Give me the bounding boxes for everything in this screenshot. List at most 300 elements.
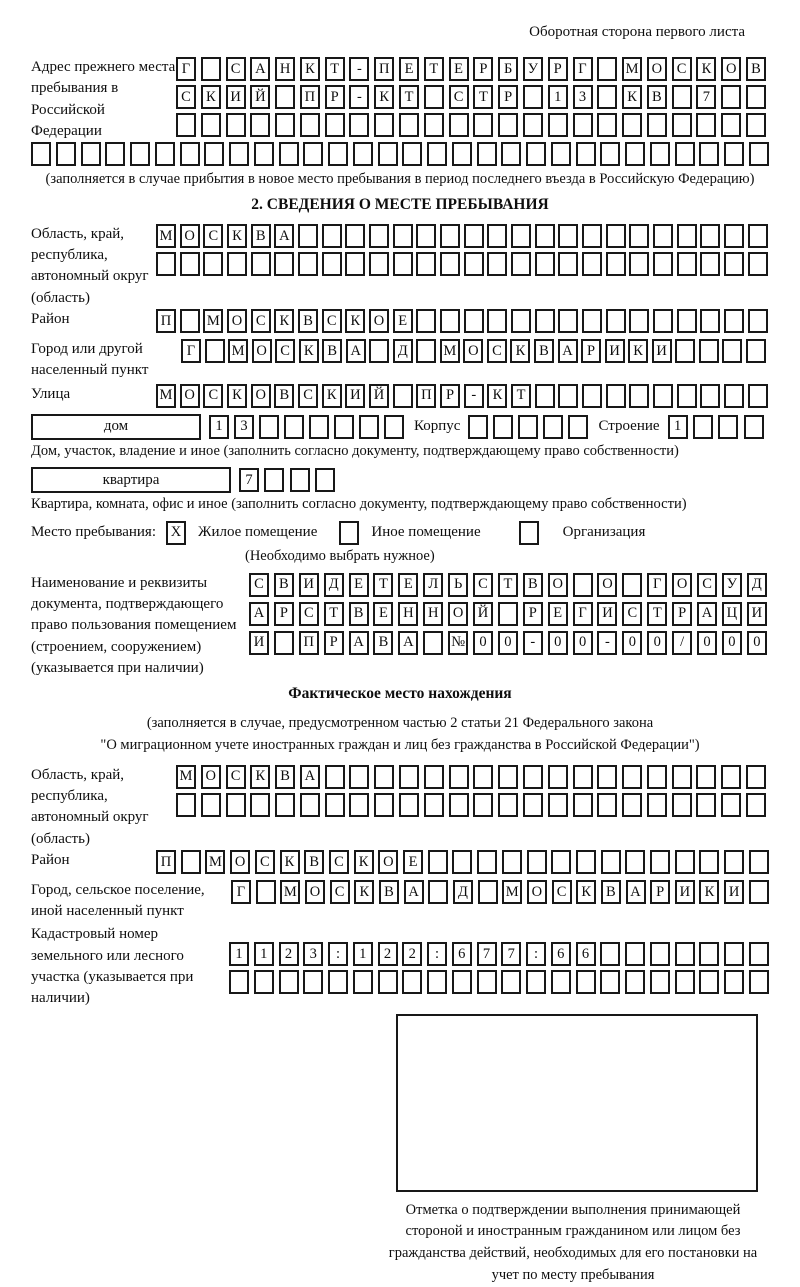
- char-box[interactable]: :: [526, 942, 546, 966]
- char-box[interactable]: [275, 793, 295, 817]
- char-box[interactable]: К: [487, 384, 507, 408]
- char-box[interactable]: [205, 339, 225, 363]
- char-box[interactable]: 0: [622, 631, 642, 655]
- char-box[interactable]: [675, 970, 695, 994]
- char-box[interactable]: [724, 850, 744, 874]
- char-box[interactable]: М: [280, 880, 300, 904]
- char-box[interactable]: [672, 113, 692, 137]
- char-box[interactable]: [568, 415, 588, 439]
- char-box[interactable]: 7: [696, 85, 716, 109]
- char-box[interactable]: [251, 252, 271, 276]
- char-box[interactable]: О: [463, 339, 483, 363]
- char-box[interactable]: [399, 113, 419, 137]
- char-box[interactable]: [573, 113, 593, 137]
- char-box[interactable]: 0: [722, 631, 742, 655]
- char-box[interactable]: [176, 793, 196, 817]
- char-box[interactable]: И: [605, 339, 625, 363]
- char-box[interactable]: 0: [498, 631, 518, 655]
- char-box[interactable]: С: [251, 309, 271, 333]
- char-box[interactable]: [675, 142, 695, 166]
- char-box[interactable]: [551, 970, 571, 994]
- char-box[interactable]: [675, 942, 695, 966]
- char-box[interactable]: :: [328, 942, 348, 966]
- char-box[interactable]: [203, 252, 223, 276]
- char-box[interactable]: 0: [747, 631, 767, 655]
- char-box[interactable]: О: [180, 224, 200, 248]
- char-box[interactable]: М: [622, 57, 642, 81]
- char-box[interactable]: 3: [573, 85, 593, 109]
- char-box[interactable]: Г: [573, 57, 593, 81]
- char-box[interactable]: О: [548, 573, 568, 597]
- char-box[interactable]: №: [448, 631, 468, 655]
- char-box[interactable]: [647, 765, 667, 789]
- char-box[interactable]: А: [697, 602, 717, 626]
- char-box[interactable]: С: [473, 573, 493, 597]
- char-box[interactable]: [300, 793, 320, 817]
- char-box[interactable]: [543, 415, 563, 439]
- char-box[interactable]: [677, 384, 697, 408]
- char-box[interactable]: [582, 384, 602, 408]
- char-box[interactable]: [724, 970, 744, 994]
- char-box[interactable]: [399, 793, 419, 817]
- char-box[interactable]: [502, 850, 522, 874]
- char-box[interactable]: [718, 415, 738, 439]
- char-box[interactable]: В: [322, 339, 342, 363]
- char-box[interactable]: В: [275, 765, 295, 789]
- char-box[interactable]: П: [156, 850, 176, 874]
- char-box[interactable]: 2: [378, 942, 398, 966]
- char-box[interactable]: Н: [423, 602, 443, 626]
- char-box[interactable]: [176, 113, 196, 137]
- char-box[interactable]: [201, 113, 221, 137]
- char-box[interactable]: [696, 113, 716, 137]
- char-box[interactable]: К: [696, 57, 716, 81]
- char-box[interactable]: Л: [423, 573, 443, 597]
- char-box[interactable]: [748, 384, 768, 408]
- char-box[interactable]: Н: [275, 57, 295, 81]
- char-box[interactable]: Г: [231, 880, 251, 904]
- char-box[interactable]: [699, 970, 719, 994]
- checkbox-other-premises[interactable]: [339, 521, 359, 545]
- char-box[interactable]: [629, 252, 649, 276]
- char-box[interactable]: И: [226, 85, 246, 109]
- char-box[interactable]: [254, 970, 274, 994]
- char-box[interactable]: Д: [393, 339, 413, 363]
- char-box[interactable]: О: [180, 384, 200, 408]
- char-box[interactable]: [487, 252, 507, 276]
- char-box[interactable]: С: [330, 880, 350, 904]
- char-box[interactable]: [526, 970, 546, 994]
- char-box[interactable]: В: [349, 602, 369, 626]
- char-box[interactable]: [349, 113, 369, 137]
- char-box[interactable]: С: [176, 85, 196, 109]
- char-box[interactable]: [622, 573, 642, 597]
- char-box[interactable]: [672, 765, 692, 789]
- char-box[interactable]: Т: [373, 573, 393, 597]
- char-box[interactable]: И: [597, 602, 617, 626]
- char-box[interactable]: [700, 384, 720, 408]
- char-box[interactable]: [629, 224, 649, 248]
- char-box[interactable]: Е: [373, 602, 393, 626]
- char-box[interactable]: К: [300, 57, 320, 81]
- char-box[interactable]: С: [697, 573, 717, 597]
- char-box[interactable]: [699, 339, 719, 363]
- char-box[interactable]: [493, 415, 513, 439]
- char-box[interactable]: -: [597, 631, 617, 655]
- char-box[interactable]: 0: [647, 631, 667, 655]
- char-box[interactable]: [322, 224, 342, 248]
- char-box[interactable]: [677, 309, 697, 333]
- char-box[interactable]: [558, 224, 578, 248]
- char-box[interactable]: [600, 970, 620, 994]
- char-box[interactable]: [576, 850, 596, 874]
- char-box[interactable]: [374, 765, 394, 789]
- char-box[interactable]: [226, 113, 246, 137]
- char-box[interactable]: [606, 252, 626, 276]
- char-box[interactable]: С: [298, 384, 318, 408]
- char-box[interactable]: [650, 942, 670, 966]
- char-box[interactable]: [518, 415, 538, 439]
- char-box[interactable]: [746, 113, 766, 137]
- char-box[interactable]: И: [345, 384, 365, 408]
- char-box[interactable]: [625, 942, 645, 966]
- char-box[interactable]: [601, 850, 621, 874]
- char-box[interactable]: [81, 142, 101, 166]
- char-box[interactable]: [427, 142, 447, 166]
- char-box[interactable]: [328, 142, 348, 166]
- char-box[interactable]: [573, 793, 593, 817]
- char-box[interactable]: К: [510, 339, 530, 363]
- char-box[interactable]: А: [558, 339, 578, 363]
- char-box[interactable]: В: [373, 631, 393, 655]
- char-box[interactable]: А: [249, 602, 269, 626]
- char-box[interactable]: Й: [250, 85, 270, 109]
- char-box[interactable]: [501, 142, 521, 166]
- char-box[interactable]: [477, 850, 497, 874]
- char-box[interactable]: Д: [453, 880, 473, 904]
- char-box[interactable]: С: [449, 85, 469, 109]
- char-box[interactable]: О: [647, 57, 667, 81]
- char-box[interactable]: [548, 793, 568, 817]
- char-box[interactable]: [156, 252, 176, 276]
- char-box[interactable]: Р: [523, 602, 543, 626]
- char-box[interactable]: -: [349, 57, 369, 81]
- char-box[interactable]: [558, 252, 578, 276]
- char-box[interactable]: [424, 793, 444, 817]
- char-box[interactable]: [226, 793, 246, 817]
- char-box[interactable]: [275, 113, 295, 137]
- char-box[interactable]: /: [672, 631, 692, 655]
- char-box[interactable]: [573, 765, 593, 789]
- char-box[interactable]: Й: [369, 384, 389, 408]
- char-box[interactable]: [551, 142, 571, 166]
- char-box[interactable]: [629, 309, 649, 333]
- char-box[interactable]: М: [156, 224, 176, 248]
- char-box[interactable]: 7: [239, 468, 259, 492]
- char-box[interactable]: В: [534, 339, 554, 363]
- char-box[interactable]: [105, 142, 125, 166]
- char-box[interactable]: [749, 850, 769, 874]
- char-box[interactable]: [600, 142, 620, 166]
- char-box[interactable]: [402, 970, 422, 994]
- char-box[interactable]: [424, 765, 444, 789]
- char-box[interactable]: П: [299, 631, 319, 655]
- char-box[interactable]: [468, 415, 488, 439]
- char-box[interactable]: [675, 339, 695, 363]
- char-box[interactable]: В: [746, 57, 766, 81]
- char-box[interactable]: [724, 942, 744, 966]
- char-box[interactable]: К: [227, 224, 247, 248]
- char-box[interactable]: О: [369, 309, 389, 333]
- apartment-field-box[interactable]: квартира: [31, 467, 231, 493]
- char-box[interactable]: К: [354, 850, 374, 874]
- char-box[interactable]: К: [299, 339, 319, 363]
- char-box[interactable]: [650, 850, 670, 874]
- char-box[interactable]: [402, 142, 422, 166]
- char-box[interactable]: [748, 224, 768, 248]
- char-box[interactable]: [384, 415, 404, 439]
- char-box[interactable]: [428, 880, 448, 904]
- char-box[interactable]: К: [628, 339, 648, 363]
- char-box[interactable]: Е: [548, 602, 568, 626]
- char-box[interactable]: С: [203, 224, 223, 248]
- char-box[interactable]: [473, 793, 493, 817]
- char-box[interactable]: М: [228, 339, 248, 363]
- char-box[interactable]: [393, 224, 413, 248]
- char-box[interactable]: 6: [452, 942, 472, 966]
- char-box[interactable]: О: [721, 57, 741, 81]
- char-box[interactable]: Й: [473, 602, 493, 626]
- char-box[interactable]: [721, 85, 741, 109]
- char-box[interactable]: [535, 224, 555, 248]
- char-box[interactable]: [523, 85, 543, 109]
- char-box[interactable]: 0: [473, 631, 493, 655]
- char-box[interactable]: [693, 415, 713, 439]
- char-box[interactable]: [180, 142, 200, 166]
- char-box[interactable]: [746, 765, 766, 789]
- char-box[interactable]: [582, 252, 602, 276]
- char-box[interactable]: В: [523, 573, 543, 597]
- char-box[interactable]: Т: [647, 602, 667, 626]
- char-box[interactable]: [582, 224, 602, 248]
- char-box[interactable]: К: [250, 765, 270, 789]
- char-box[interactable]: [487, 309, 507, 333]
- char-box[interactable]: А: [349, 631, 369, 655]
- char-box[interactable]: О: [230, 850, 250, 874]
- char-box[interactable]: [378, 142, 398, 166]
- char-box[interactable]: [290, 468, 310, 492]
- char-box[interactable]: [300, 113, 320, 137]
- char-box[interactable]: С: [226, 57, 246, 81]
- char-box[interactable]: [576, 970, 596, 994]
- char-box[interactable]: [700, 309, 720, 333]
- char-box[interactable]: [229, 970, 249, 994]
- char-box[interactable]: Е: [449, 57, 469, 81]
- char-box[interactable]: И: [652, 339, 672, 363]
- char-box[interactable]: [724, 224, 744, 248]
- char-box[interactable]: [452, 850, 472, 874]
- char-box[interactable]: [677, 252, 697, 276]
- char-box[interactable]: [349, 793, 369, 817]
- char-box[interactable]: Р: [498, 85, 518, 109]
- char-box[interactable]: [498, 793, 518, 817]
- char-box[interactable]: [345, 252, 365, 276]
- char-box[interactable]: С: [299, 602, 319, 626]
- char-box[interactable]: Р: [581, 339, 601, 363]
- char-box[interactable]: П: [300, 85, 320, 109]
- char-box[interactable]: [597, 793, 617, 817]
- char-box[interactable]: [650, 142, 670, 166]
- char-box[interactable]: А: [398, 631, 418, 655]
- char-box[interactable]: [558, 384, 578, 408]
- char-box[interactable]: [423, 631, 443, 655]
- char-box[interactable]: [629, 384, 649, 408]
- char-box[interactable]: [180, 252, 200, 276]
- char-box[interactable]: [452, 142, 472, 166]
- char-box[interactable]: 0: [573, 631, 593, 655]
- char-box[interactable]: [298, 224, 318, 248]
- char-box[interactable]: [374, 793, 394, 817]
- char-box[interactable]: [227, 252, 247, 276]
- char-box[interactable]: [424, 85, 444, 109]
- char-box[interactable]: [378, 970, 398, 994]
- char-box[interactable]: О: [305, 880, 325, 904]
- char-box[interactable]: [416, 252, 436, 276]
- char-box[interactable]: [625, 850, 645, 874]
- char-box[interactable]: К: [345, 309, 365, 333]
- char-box[interactable]: Р: [325, 85, 345, 109]
- char-box[interactable]: [369, 339, 389, 363]
- char-box[interactable]: [498, 602, 518, 626]
- char-box[interactable]: [464, 309, 484, 333]
- char-box[interactable]: [749, 970, 769, 994]
- char-box[interactable]: [322, 252, 342, 276]
- char-box[interactable]: [625, 142, 645, 166]
- char-box[interactable]: [748, 309, 768, 333]
- char-box[interactable]: Д: [747, 573, 767, 597]
- char-box[interactable]: И: [747, 602, 767, 626]
- char-box[interactable]: [393, 252, 413, 276]
- char-box[interactable]: [259, 415, 279, 439]
- char-box[interactable]: [334, 415, 354, 439]
- char-box[interactable]: [298, 252, 318, 276]
- char-box[interactable]: М: [203, 309, 223, 333]
- char-box[interactable]: -: [349, 85, 369, 109]
- char-box[interactable]: [254, 142, 274, 166]
- char-box[interactable]: [700, 224, 720, 248]
- char-box[interactable]: [325, 765, 345, 789]
- char-box[interactable]: [477, 970, 497, 994]
- char-box[interactable]: [424, 113, 444, 137]
- char-box[interactable]: О: [252, 339, 272, 363]
- char-box[interactable]: [696, 765, 716, 789]
- house-field-box[interactable]: дом: [31, 414, 201, 440]
- char-box[interactable]: К: [227, 384, 247, 408]
- char-box[interactable]: 0: [548, 631, 568, 655]
- char-box[interactable]: К: [322, 384, 342, 408]
- char-box[interactable]: [724, 309, 744, 333]
- char-box[interactable]: С: [672, 57, 692, 81]
- char-box[interactable]: О: [527, 880, 547, 904]
- char-box[interactable]: С: [226, 765, 246, 789]
- char-box[interactable]: А: [346, 339, 366, 363]
- char-box[interactable]: [622, 793, 642, 817]
- char-box[interactable]: [369, 252, 389, 276]
- char-box[interactable]: [606, 309, 626, 333]
- char-box[interactable]: К: [699, 880, 719, 904]
- char-box[interactable]: [427, 970, 447, 994]
- char-box[interactable]: [369, 224, 389, 248]
- char-box[interactable]: Г: [176, 57, 196, 81]
- char-box[interactable]: [284, 415, 304, 439]
- char-box[interactable]: Е: [349, 573, 369, 597]
- char-box[interactable]: [724, 142, 744, 166]
- char-box[interactable]: С: [322, 309, 342, 333]
- char-box[interactable]: [464, 252, 484, 276]
- char-box[interactable]: [746, 85, 766, 109]
- char-box[interactable]: Р: [324, 631, 344, 655]
- char-box[interactable]: [181, 850, 201, 874]
- char-box[interactable]: [399, 765, 419, 789]
- char-box[interactable]: М: [156, 384, 176, 408]
- char-box[interactable]: С: [552, 880, 572, 904]
- char-box[interactable]: [511, 224, 531, 248]
- char-box[interactable]: [746, 339, 766, 363]
- char-box[interactable]: [275, 85, 295, 109]
- char-box[interactable]: [31, 142, 51, 166]
- char-box[interactable]: Т: [325, 57, 345, 81]
- char-box[interactable]: [353, 142, 373, 166]
- char-box[interactable]: Д: [324, 573, 344, 597]
- char-box[interactable]: [699, 142, 719, 166]
- char-box[interactable]: [573, 573, 593, 597]
- char-box[interactable]: 0: [697, 631, 717, 655]
- char-box[interactable]: О: [378, 850, 398, 874]
- char-box[interactable]: [56, 142, 76, 166]
- char-box[interactable]: И: [675, 880, 695, 904]
- char-box[interactable]: И: [299, 573, 319, 597]
- char-box[interactable]: К: [622, 85, 642, 109]
- char-box[interactable]: Р: [274, 602, 294, 626]
- char-box[interactable]: [325, 793, 345, 817]
- char-box[interactable]: Б: [498, 57, 518, 81]
- char-box[interactable]: [675, 850, 695, 874]
- char-box[interactable]: 1: [548, 85, 568, 109]
- char-box[interactable]: [274, 631, 294, 655]
- char-box[interactable]: А: [274, 224, 294, 248]
- char-box[interactable]: [606, 224, 626, 248]
- char-box[interactable]: [597, 57, 617, 81]
- char-box[interactable]: [576, 142, 596, 166]
- char-box[interactable]: [250, 113, 270, 137]
- char-box[interactable]: [653, 384, 673, 408]
- char-box[interactable]: [204, 142, 224, 166]
- char-box[interactable]: [535, 309, 555, 333]
- char-box[interactable]: [201, 57, 221, 81]
- char-box[interactable]: [452, 970, 472, 994]
- char-box[interactable]: Т: [498, 573, 518, 597]
- char-box[interactable]: Т: [424, 57, 444, 81]
- char-box[interactable]: [353, 970, 373, 994]
- char-box[interactable]: :: [427, 942, 447, 966]
- char-box[interactable]: 6: [576, 942, 596, 966]
- char-box[interactable]: [478, 880, 498, 904]
- char-box[interactable]: [721, 113, 741, 137]
- char-box[interactable]: М: [502, 880, 522, 904]
- char-box[interactable]: Е: [398, 573, 418, 597]
- char-box[interactable]: П: [374, 57, 394, 81]
- char-box[interactable]: [201, 793, 221, 817]
